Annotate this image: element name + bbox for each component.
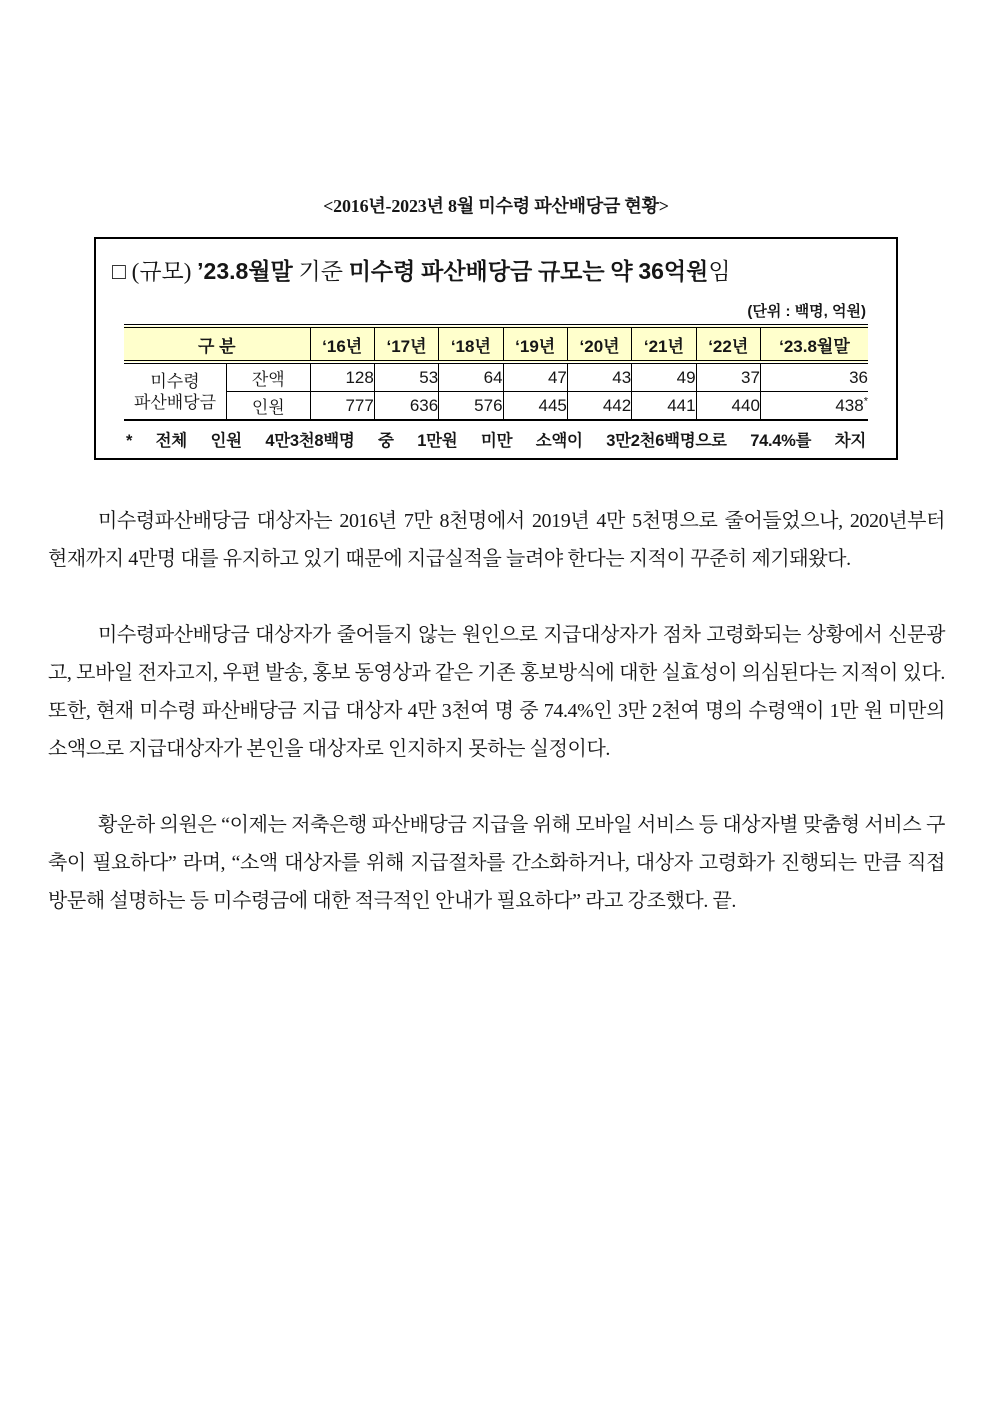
table-header-row	[124, 326, 868, 362]
row-group-line: 미수령	[150, 371, 200, 391]
table-cell: 636	[374, 392, 438, 421]
table-cell: 128	[310, 362, 374, 392]
table-cell: 777	[310, 392, 374, 421]
heading-text: 미수령 파산배당금 규모는 약	[348, 259, 633, 284]
column-header-year: ‘21년	[632, 326, 696, 362]
row-label: 인원	[227, 392, 310, 421]
row-group-label	[124, 362, 227, 420]
table-cell: 47	[503, 362, 567, 392]
paragraph: 미수령파산배당금 대상자는 2016년 7만 8천명에서 2019년 4만 5천명으로 줄어들었으나, 2020년부터 현재까지 4만명 대를 유지하고 있기 때문에 지급실적을 늘려야 한다는 지적이 꾸준히 제기돼왔다.	[48, 510, 945, 570]
column-header-year: ‘22년	[696, 326, 760, 362]
table-cell: 440	[696, 392, 760, 421]
paragraph: 황운하 의원은 “이제는 저축은행 파산배당금 지급을 위해 모바일 서비스 등 대상자별 맞춤형 서비스 구축이 필요하다” 라며, “소액 대상자를 위해 지급절차를 간소화하거나, 대상자 고령화가 진행되는 만큼 직접 방문해 설명하는 등 미수령금에 대한 적극적인 안내가 필요하다” 라고 강조했다. 끝.	[48, 814, 945, 912]
row-label: 잔액	[227, 362, 310, 392]
column-header-year: ‘17년	[374, 326, 438, 362]
heading-date: ’23.8월말	[197, 258, 293, 284]
heading-suffix: 임	[708, 259, 731, 284]
table-cell: 49	[632, 362, 696, 392]
table-cell: 64	[439, 362, 503, 392]
heading-text: 기준	[298, 259, 343, 284]
table-cell: 53	[374, 362, 438, 392]
square-bullet-icon: □	[112, 259, 126, 284]
unit-label: (단위 : 백명, 억원)	[747, 303, 866, 320]
table-cell: 576	[439, 392, 503, 421]
table-cell: 441	[632, 392, 696, 421]
table-cell: 37	[696, 362, 760, 392]
paragraph: 미수령파산배당금 대상자가 줄어들지 않는 원인으로 지급대상자가 점차 고령화되는 상황에서 신문광고, 모바일 전자고지, 우편 발송, 홍보 동영상과 같은 기존 홍보방식에 대한 실효성이 의심된다는 지적이 있다. 또한, 현재 미수령 파산배당금 지급 대상자 4만 3천여 명 중 74.4%인 3만 2천여 명의 수령액이 1만 원 미만의 소액으로 지급대상자가 본인을 대상자로 인지하지 못하는 실정이다.	[48, 624, 945, 760]
column-header-year: ‘23.8월말	[760, 326, 868, 362]
column-header-year: ‘20년	[567, 326, 631, 362]
column-header-year: ‘16년	[310, 326, 374, 362]
table-row-people	[124, 392, 868, 421]
footnote-marker: *	[863, 394, 868, 407]
box-heading	[112, 252, 876, 291]
table-cell: 445	[503, 392, 567, 421]
column-header-group: 구 분	[124, 326, 310, 362]
dividend-table	[124, 324, 868, 421]
table-cell-value: 438	[835, 395, 864, 415]
column-header-year: ‘18년	[439, 326, 503, 362]
heading-label: (규모)	[131, 259, 192, 284]
page-title: <2016년-2023년 8월 미수령 파산배당금 현황>	[323, 196, 669, 216]
column-header-year: ‘19년	[503, 326, 567, 362]
table-cell	[760, 392, 868, 421]
table-cell: 36	[760, 362, 868, 392]
heading-amount: 36억원	[638, 258, 709, 284]
table-cell: 442	[567, 392, 631, 421]
table-cell: 43	[567, 362, 631, 392]
table-row-balance	[124, 362, 868, 392]
article-body	[48, 502, 945, 920]
row-group-line: 파산배당금	[133, 392, 217, 412]
table-footnote: * 전체 인원 4만3천8백명 중 1만원 미만 소액이 3만2천6백명으로 74.4%를 차지	[126, 432, 866, 450]
summary-box	[94, 237, 898, 460]
